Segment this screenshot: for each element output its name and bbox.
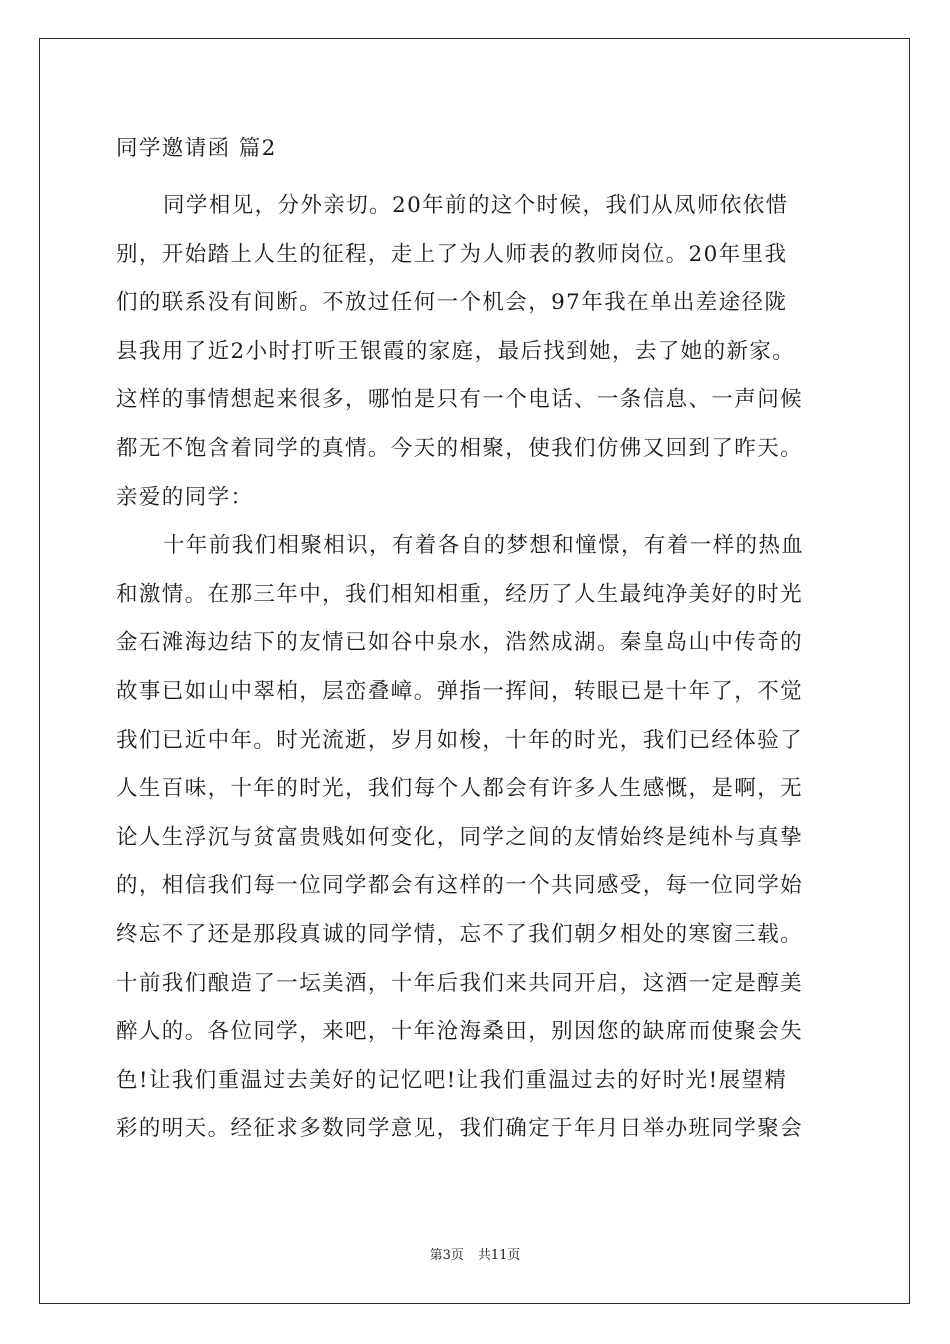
page-footer <box>0 1244 950 1263</box>
paragraph-line: 色!让我们重温过去美好的记忆吧!让我们重温过去的好时光!展望精 <box>116 1067 788 1093</box>
paragraph-line: 这样的事情想起来很多，哪怕是只有一个电话、一条信息、一声问候 <box>116 387 804 413</box>
paragraph-line: 我们已近中年。时光流逝，岁月如梭，十年的时光，我们已经体验了 <box>116 727 804 753</box>
paragraph-line: 论人生浮沉与贫富贵贱如何变化，同学之间的友情始终是纯朴与真挚 <box>116 824 804 850</box>
paragraph-1 <box>116 182 834 474</box>
paragraph-line: 们的联系没有间断。不放过任何一个机会，97年我在单出差途径陇 <box>116 290 788 316</box>
salutation: 亲爱的同学： <box>116 484 254 510</box>
paragraph-line: 故事已如山中翠柏，层峦叠嶂。弹指一挥间，转眼已是十年了，不觉 <box>116 678 804 704</box>
paragraph-line: 彩的明天。经征求多数同学意见，我们确定于年月日举办班同学聚会 <box>116 1116 804 1142</box>
paragraph-line: 别，开始踏上人生的征程，走上了为人师表的教师岗位。20年里我 <box>116 241 788 267</box>
paragraph-line: 同学相见，分外亲切。20年前的这个时候，我们从凤师依依惜 <box>163 193 789 218</box>
paragraph-line: 十年前我们相聚相识，有着各自的梦想和憧憬，有着一样的热血 <box>163 533 805 559</box>
paragraph-line: 金石滩海边结下的友情已如谷中泉水，浩然成湖。秦皇岛山中传奇的 <box>116 630 804 656</box>
page-number-total: 共11页 <box>477 1248 521 1263</box>
paragraph-line: 和激情。在那三年中，我们相知相重，经历了人生最纯净美好的时光 <box>116 581 804 607</box>
paragraph-line: 终忘不了还是那段真诚的同学情，忘不了我们朝夕相处的寒窗三载。 <box>116 921 804 947</box>
paragraph-line: 醉人的。各位同学，来吧，十年沧海桑田，别因您的缺席而使聚会失 <box>116 1019 804 1045</box>
paragraph-line: 县我用了近2小时打听王银霞的家庭，最后找到她，去了她的新家。 <box>116 338 796 364</box>
paragraph-2 <box>116 522 834 1154</box>
paragraph-line: 十前我们酿造了一坛美酒，十年后我们来共同开启，这酒一定是醇美 <box>116 970 804 996</box>
page-number-current: 第3页 <box>429 1248 464 1263</box>
document-title: 同学邀请函 篇2 <box>116 136 277 161</box>
paragraph-line: 都无不饱含着同学的真情。今天的相聚，使我们仿佛又回到了昨天。 <box>116 435 804 461</box>
document-body <box>116 128 834 1154</box>
paragraph-line: 的，相信我们每一位同学都会有这样的一个共同感受，每一位同学始 <box>116 873 804 899</box>
paragraph-line: 人生百味，十年的时光，我们每个人都会有许多人生感慨，是啊，无 <box>116 776 804 802</box>
